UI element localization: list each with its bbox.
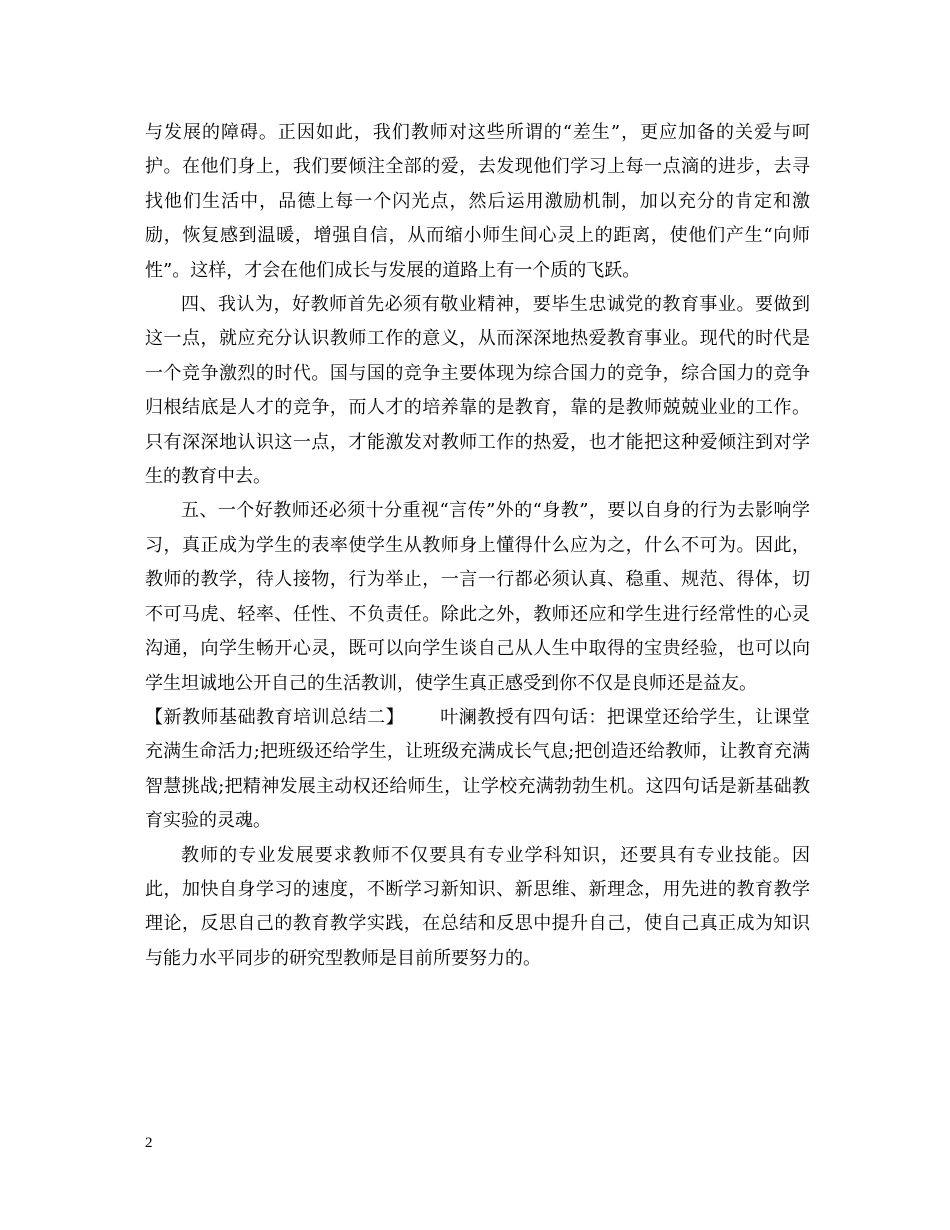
paragraph-professional-development: 教师的专业发展要求教师不仅要具有专业学科知识，还要具有专业技能。因此，加快自身学习的速度，不断学习新知识、新思维、新理念，用先进的教育教学理论，反思自己的教育教学实践，在总结和反思中提升自己，使自己真正成为知识与能力水平同步的研究型教师是目前所要努力的。 (145, 844, 810, 969)
paragraph-continuation: 与发展的障碍。正因如此，我们教师对这些所谓的“差生”，更应加备的关爱与呵护。在他们身上，我们要倾注全部的爱，去发现他们学习上每一点滴的进步，去寻找他们生活中，品德上每一个闪光点，然后运用激励机制，加以充分的肯定和激励，恢复感到温暖，增强自信，从而缩小师生间心灵上的距离，使他们产生“向师性”。这样，才会在他们成长与发展的道路上有一个质的飞跃。 (145, 122, 810, 281)
section-heading: 【新教师基础教育培训总结二】 (145, 706, 405, 728)
section-two-paragraph (145, 701, 810, 839)
page-number: 2 (145, 1135, 153, 1151)
paragraph-point-five: 五、一个好教师还必须十分重视“言传”外的“身教”，要以自身的行为去影响学习，真正成为学生的表率使学生从教师身上懂得什么应为之，什么不可为。因此，教师的教学，待人接物，行为举止，一言一行都必须认真、稳重、规范、得体，切不可马虎、轻率、任性、不负责任。除此之外，教师还应和学生进行经常性的心灵沟通，向学生畅开心灵，既可以向学生谈自己从人生中取得的宝贵经验，也可以向学生坦诚地公开自己的生活教训，使学生真正感受到你不仅是良师还是益友。 (145, 500, 810, 694)
section-first-paragraph-text: 叶澜教授有四句话：把课堂还给学生，让课堂充满生命活力;把班级还给学生，让班级充满成长气息;把创造还给教师，让教育充满智慧挑战;把精神发展主动权还给师生，让学校充满勃勃生机。这四句话是新基础教育实验的灵魂。 (145, 706, 811, 832)
paragraph-point-four: 四、我认为，好教师首先必须有敬业精神，要毕生忠诚党的教育事业。要做到这一点，就应充分认识教师工作的意义，从而深深地热爱教育事业。现代的时代是一个竞争激烈的时代。国与国的竞争主要体现为综合国力的竞争，综合国力的竞争归根结底是人才的竞争，而人才的培养靠的是教育，靠的是教师兢兢业业的工作。只有深深地认识这一点，才能激发对教师工作的热爱，也才能把这种爱倾注到对学生的教育中去。 (145, 294, 810, 488)
document-body (145, 116, 810, 976)
